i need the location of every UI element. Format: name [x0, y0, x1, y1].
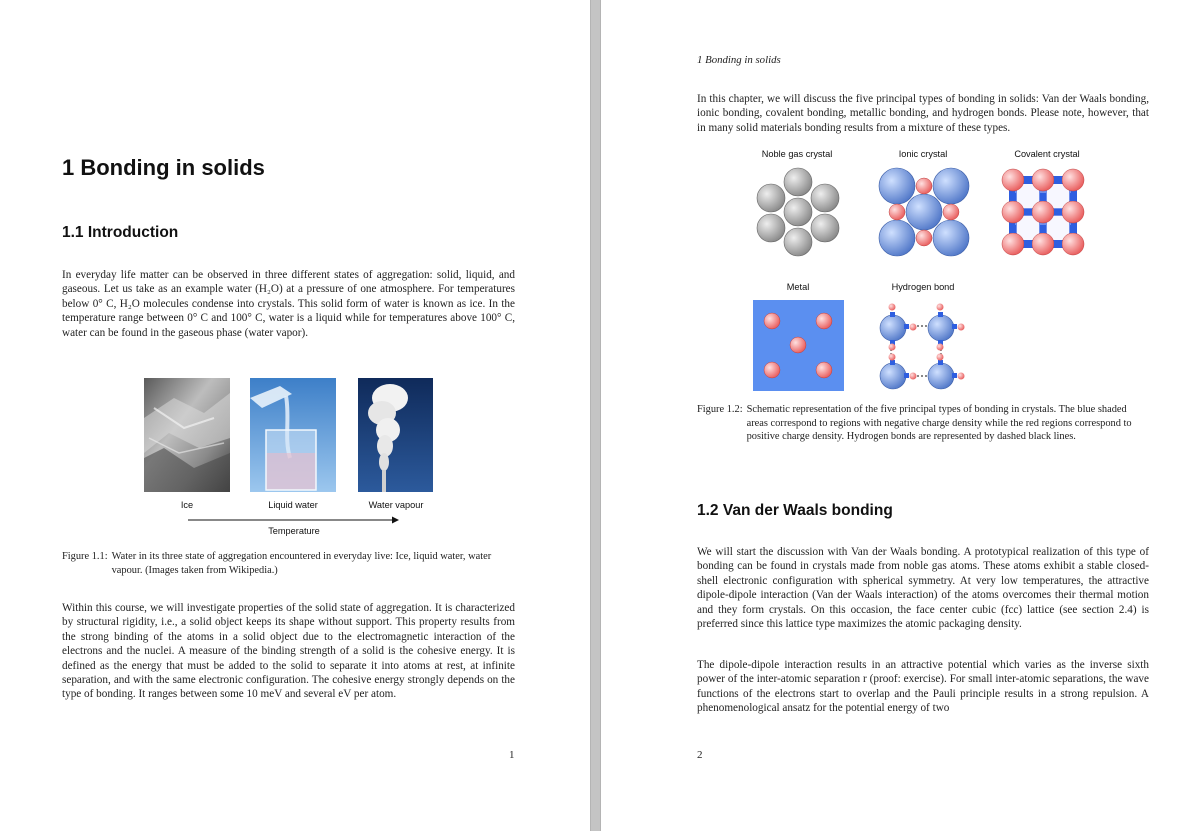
ice-photo [144, 378, 230, 492]
paragraph-van-der-waals: We will start the discussion with Van der Waals bonding. A prototypical realization of this type of bonding can be found in crystals made from noble gas atoms. These atoms exhibit a stable closed-shell electronic configuration with spherical symmetry. At very low temperatures, the attractive dipole-dipole interaction (Van der Waals interaction) of the atoms overcomes their thermal motion and they form crystals. On this occasion, the face center cubic (fcc) lattice (see section 2.4) is preferred since this lattice type maximizes the atomic packaging density. [697, 546, 1149, 631]
page-gutter [590, 0, 601, 831]
section-title-van-der-waals: 1.2 Van der Waals bonding [697, 502, 893, 519]
figure-1-1-text: Water in its three state of aggregation encountered in everyday live: Ice, liquid water, water vapour. (Images taken from Wikipedia.) [111, 551, 492, 576]
liquid-water-photo [250, 378, 336, 492]
label-water-vapour: Water vapour [368, 500, 424, 510]
section-title-introduction: 1.1 Introduction [62, 224, 179, 241]
paragraph-dipole-dipole: The dipole-dipole interaction results in an attractive potential which varies as the inverse sixth power of the inter-atomic separation r (proof: exercise). For small inter-atomic separations, the wave functions of the electrons start to overlap and the Pauli principle results in a strong repulsion. A phenomenological ansatz for the potential energy of two [697, 659, 1149, 715]
page-number: 2 [697, 749, 703, 761]
label-hydrogen-bond: Hydrogen bond [891, 282, 955, 292]
figure-1-1-caption [62, 550, 515, 577]
label-ionic: Ionic crystal [898, 149, 948, 159]
running-header: 1 Bonding in solids [697, 54, 781, 66]
temperature-axis-label: Temperature [268, 526, 320, 536]
intro-paragraph: In everyday life matter can be observed in three different states of aggregation: solid, liquid, and gaseous. Let us take as an example water (H₂O) at a pressure of one atmosphere. For temperatures below 0° C, H₂O molecules condense into crystals. This solid form of water is known as ice. In the temperature range between 0° C and 100° C, water is a liquid while for temperatures above 100° C, water can be found in the gaseous phase (water vapor). [62, 269, 515, 339]
label-noble-gas: Noble gas crystal [761, 149, 833, 159]
noble-gas-crystal [757, 168, 839, 256]
hydrogen-bond [880, 304, 965, 390]
temperature-arrow [188, 515, 400, 525]
label-metal: Metal [786, 282, 810, 292]
bonding-schematics [601, 0, 1193, 400]
paragraph-solid-state: Within this course, we will investigate properties of the solid state of aggregation. It is characterized by structural rigidity, i.e., a solid object keeps its shape without support. This property results from the strong binding of the atoms in a solid object due to the electromagnetic interaction of the electrons and the nuclei. A measure of the binding strength of a solid is the cohesive energy. It is defined as the energy that must be added to the solid to separate it into atoms at rest, at infinite separation, and with the same electronic configuration. The cohesive energy strongly depends on the type of bonding. It ranges between some 10 meV and several eV per atom. [62, 602, 515, 701]
intro-paragraph: In this chapter, we will discuss the five principal types of bonding in solids: Van der Waals bonding, ionic bonding, covalent bonding, metallic bonding, and hydrogen bonds. Please note, however, that in many solid materials bonding results from a mixture of these types. [697, 93, 1149, 134]
metal [753, 300, 844, 391]
covalent-crystal [1002, 169, 1084, 255]
figure-1-1-label: Figure 1.1: [62, 551, 108, 562]
figure-1-2-caption [697, 403, 1149, 444]
figure-1-2-text: Schematic representation of the five principal types of bonding in crystals. The blue shaded areas correspond to regions with negative charge density while the red regions correspond to positive charge density. Hydrogen bonds are represented by dashed black lines. [746, 404, 1132, 443]
page-number: 1 [509, 749, 515, 761]
chapter-title: 1 Bonding in solids [62, 155, 265, 180]
water-vapour-photo [358, 378, 433, 492]
page-2 [601, 0, 1193, 831]
label-covalent: Covalent crystal [1014, 149, 1080, 159]
label-liquid-water: Liquid water [268, 500, 318, 510]
figure-1-2-label: Figure 1.2: [697, 404, 743, 415]
label-ice: Ice [180, 500, 194, 510]
ionic-crystal [879, 168, 969, 256]
page-1 [0, 0, 590, 831]
